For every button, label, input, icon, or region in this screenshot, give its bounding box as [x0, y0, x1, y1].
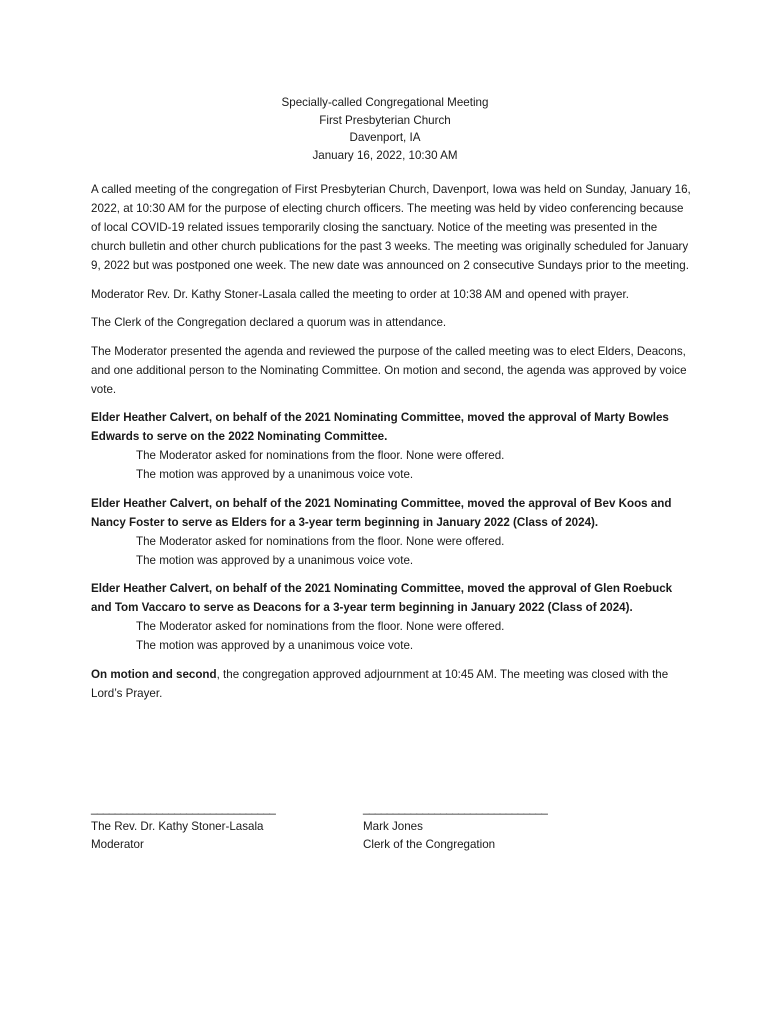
call-to-order-paragraph: Moderator Rev. Dr. Kathy Stoner-Lasala called the meeting to order at 10:38 AM and opened with prayer. — [91, 287, 629, 301]
adjournment-text: , the congregation approved adjournment at 10:45 AM. The meeting was closed with the Lord’s Prayer. — [91, 667, 669, 700]
motion-note: The Moderator asked for nominations from the floor. None were offered. — [136, 620, 505, 633]
motion-result: The motion was approved by a unanimous voice vote. — [136, 468, 414, 481]
minutes-body — [91, 180, 691, 712]
signer-name: Mark Jones — [363, 820, 423, 833]
motion-note: The Moderator asked for nominations from the floor. None were offered. — [136, 534, 505, 548]
motion-result: The motion was approved by a unanimous voice vote. — [136, 553, 414, 567]
motion-text: Elder Heather Calvert, on behalf of the 2021 Nominating Committee, moved the approval of Bev Koos and Nancy Foster to serve as Elders for a 3-year term beginning in January 2022 (Class of 2024). — [91, 496, 672, 529]
signer-name: The Rev. Dr. Kathy Stoner-Lasala — [91, 820, 264, 833]
meeting-datetime: January 16, 2022, 10:30 AM — [312, 148, 458, 162]
agenda-paragraph: The Moderator presented the agenda and reviewed the purpose of the called meeting was to elect Elders, Deacons, and one additional person to the Nominating Committee. On motion and second, the agenda was approved by voice vote. — [91, 344, 687, 396]
signer-title: Moderator — [91, 838, 144, 851]
clerk-signature-block — [363, 800, 547, 854]
motion-text: Elder Heather Calvert, on behalf of the 2021 Nominating Committee, moved the approval of Marty Bowles Edwards to serve on the 2022 Nominating Committee. — [91, 411, 669, 443]
motion-block — [91, 408, 691, 484]
moderator-signature-block — [91, 800, 275, 854]
church-name: First Presbyterian Church — [319, 113, 451, 127]
adjournment-paragraph — [91, 665, 691, 703]
motion-note: The Moderator asked for nominations from the floor. None were offered. — [136, 449, 505, 462]
adjournment-lead: On motion and second — [91, 667, 217, 681]
motion-block — [91, 494, 691, 570]
signature-line: _______________________________ — [91, 802, 276, 815]
motion-text: Elder Heather Calvert, on behalf of the 2021 Nominating Committee, moved the approval of Glen Roebuck and Tom Vaccaro to serve as Deacons for a 3-year term beginning in January 2022 (Class of 2024). — [91, 582, 673, 614]
motion-result: The motion was approved by a unanimous voice vote. — [136, 639, 414, 652]
quorum-paragraph: The Clerk of the Congregation declared a quorum was in attendance. — [91, 316, 447, 329]
signer-title: Clerk of the Congregation — [363, 838, 496, 851]
meeting-title: Specially-called Congregational Meeting — [281, 96, 489, 109]
motion-block — [91, 579, 691, 655]
intro-paragraph: A called meeting of the congregation of First Presbyterian Church, Davenport, Iowa was held on Sunday, January 16, 2022, at 10:30 AM for the purpose of electing church officers. The meeting was held by video conferencing because of local COVID-19 related issues temporarily closing the sanctuary. Notice of the meeting was presented in the church bulletin and other church publications for the past 3 weeks. The meeting was originally scheduled for January 9, 2022 but was postponed one week. The new date was announced on 2 consecutive Sundays prior to the meeting. — [91, 183, 691, 272]
document-header — [0, 94, 770, 164]
church-location: Davenport, IA — [349, 131, 421, 144]
signature-line: _______________________________ — [363, 802, 548, 815]
